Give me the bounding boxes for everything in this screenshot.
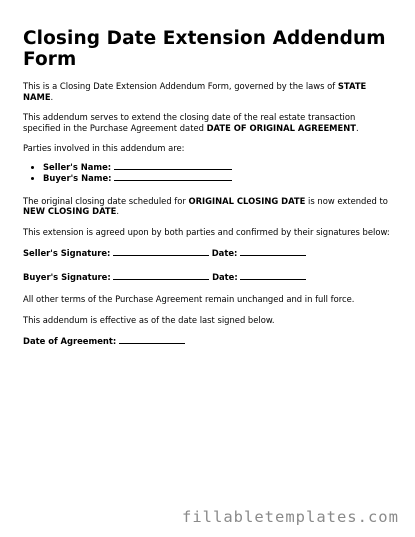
purpose-period: . [355,122,359,133]
intro-period: . [50,91,54,102]
list-item-seller-name [43,161,395,173]
seller-name-field[interactable] [114,161,232,170]
seller-signature-field[interactable] [113,247,209,256]
seller-signature-line [23,247,395,259]
extension-text-start: The original closing date scheduled for [23,195,189,206]
intro-text: This is a Closing Date Extension Addendum Form, governed by the laws of [23,81,338,91]
parties-list [23,161,395,184]
extension-period: . [116,206,120,216]
effective-paragraph: This addendum is effective as of the date last signed below. [23,314,275,325]
extension-text-mid: is now extended to [305,195,388,206]
seller-date-label: Date: [211,248,238,258]
extension-paragraph [23,196,395,217]
buyer-signature-line [23,271,395,283]
buyer-name-label: Buyer's Name: [43,173,112,183]
buyer-name-field[interactable] [114,172,232,181]
buyer-signature-label: Buyer's Signature: [23,271,111,282]
watermark: fillabletemplates.com [182,508,399,526]
purpose-text: This addendum serves to extend the closing date of the real estate transaction specified in the Purchase Agreement dated [23,112,356,133]
agreement-date-placeholder: DATE OF ORIGINAL AGREEMENT [206,122,356,133]
parties-intro: Parties involved in this addendum are: [23,143,185,153]
document-title: Closing Date Extension Addendum Form [23,28,386,70]
seller-name-label: Seller's Name: [43,161,112,172]
document-page [23,28,395,359]
original-closing-date-placeholder: ORIGINAL CLOSING DATE [188,195,306,206]
buyer-date-field[interactable] [240,271,306,280]
terms-paragraph: All other terms of the Purchase Agreement remain unchanged and in full force. [23,294,355,304]
agreement-paragraph: This extension is agreed upon by both parties and confirmed by their signatures below: [23,226,390,237]
seller-signature-label: Seller's Signature: [23,248,111,258]
date-of-agreement-label: Date of Agreement: [23,336,117,346]
state-name-placeholder: STATE NAME [23,81,367,102]
new-closing-date-placeholder: NEW CLOSING DATE [23,206,117,216]
buyer-signature-field[interactable] [113,271,209,280]
purpose-paragraph [23,112,395,133]
buyer-date-label: Date: [212,271,238,282]
list-item-buyer-name [43,172,395,184]
seller-date-field[interactable] [240,247,306,256]
date-of-agreement-field[interactable] [119,335,185,344]
intro-paragraph [23,81,395,102]
date-of-agreement-line [23,335,395,347]
